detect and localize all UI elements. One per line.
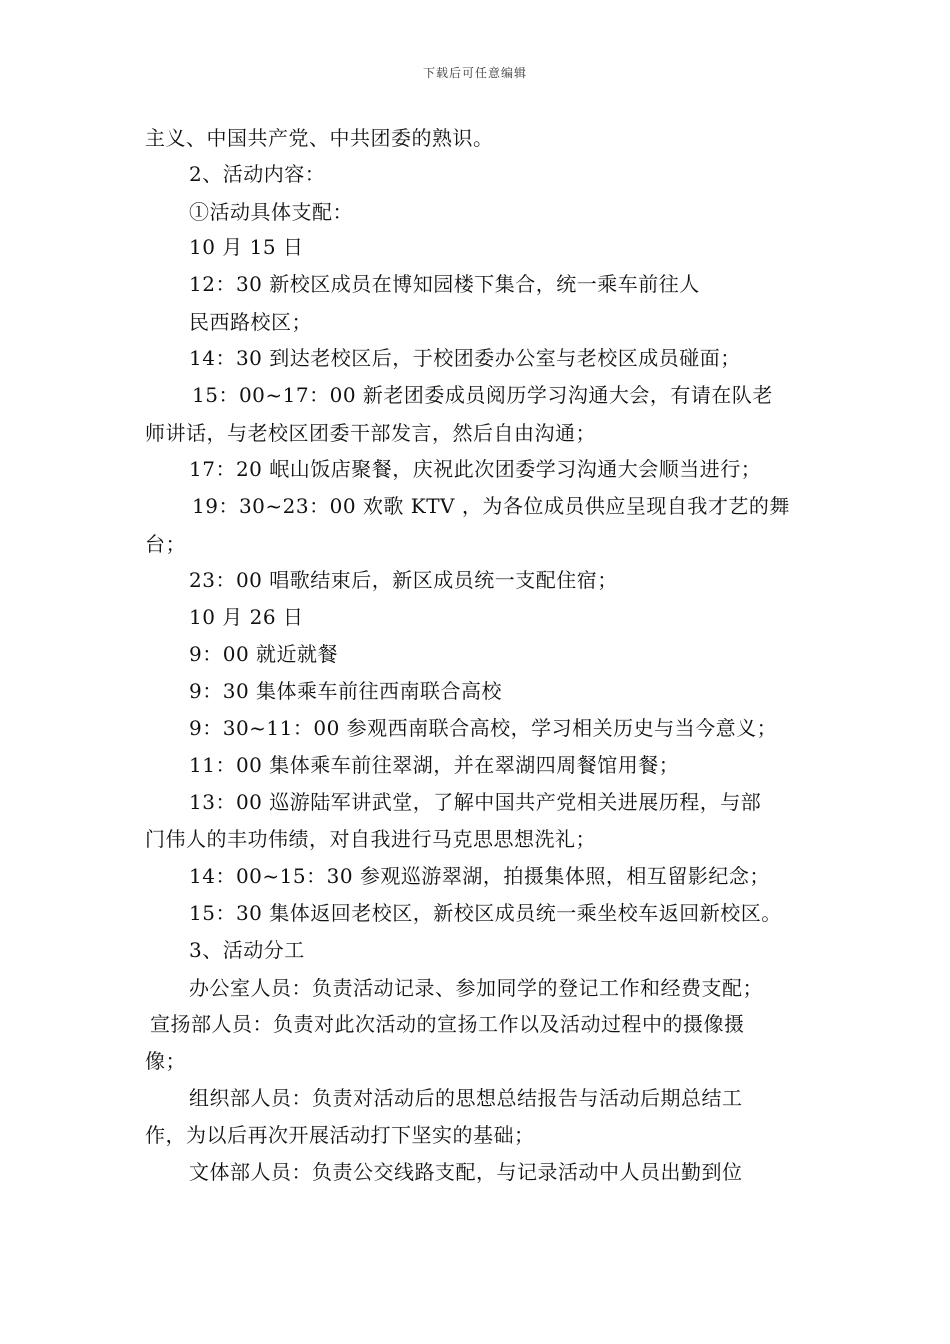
text-line: 13：00 巡游陆军讲武堂，了解中国共产党相关进展历程，与部: [189, 790, 762, 814]
text-line: 像；: [145, 1049, 186, 1073]
text-line: 15：30 集体返回老校区，新校区成员统一乘坐校车返回新校区。: [189, 901, 782, 925]
text-line: 门伟人的丰功伟绩，对自我进行马克思思想洗礼；: [145, 827, 596, 851]
text-line: 9：30 集体乘车前往西南联合高校: [189, 679, 503, 703]
text-line: 19：30~23：00 欢歌 KTV ，为各位成员供应呈现自我才艺的舞: [192, 494, 790, 518]
text-line: 2、活动内容：: [189, 162, 326, 186]
text-line: 民西路校区；: [189, 310, 312, 334]
page-header: 下载后可任意编辑: [422, 66, 527, 80]
text-line: 3、活动分工: [189, 938, 305, 962]
text-line: ①活动具体支配：: [189, 200, 353, 224]
text-line: 14：00~15：30 参观巡游翠湖，拍摄集体照，相互留影纪念；: [189, 864, 770, 888]
text-line: 11：00 集体乘车前往翠湖，并在翠湖四周餐馆用餐；: [189, 753, 680, 777]
text-line: 组织部人员：负责对活动后的思想总结报告与活动后期总结工: [189, 1086, 743, 1110]
text-line: 17：20 岷山饭店聚餐，庆祝此次团委学习沟通大会顺当进行；: [189, 457, 762, 481]
text-line: 10 月 15 日: [189, 235, 304, 259]
text-line: 宣扬部人员：负责对此次活动的宣扬工作以及活动过程中的摄像摄: [150, 1012, 745, 1036]
text-line: 9：00 就近就餐: [189, 642, 339, 666]
text-line: 台；: [145, 532, 186, 556]
text-line: 师讲话，与老校区团委干部发言，然后自由沟通；: [145, 421, 596, 445]
text-line: 12：30 新校区成员在博知园楼下集合，统一乘车前往人: [189, 272, 700, 296]
text-line: 9：30~11：00 参观西南联合高校，学习相关历史与当今意义；: [189, 716, 778, 740]
text-line: 作，为以后再次开展活动打下坚实的基础；: [145, 1123, 535, 1147]
text-line: 14：30 到达老校区后，于校团委办公室与老校区成员碰面；: [189, 346, 741, 370]
text-line: 10 月 26 日: [189, 605, 304, 629]
text-line: 主义、中国共产党、中共团委的熟识。: [145, 126, 494, 150]
text-line: 23：00 唱歌结束后，新区成员统一支配住宿；: [189, 568, 618, 592]
text-line: 办公室人员：负责活动记录、参加同学的登记工作和经费支配；: [189, 976, 763, 1000]
text-line: 15：00~17：00 新老团委成员阅历学习沟通大会，有请在队老: [192, 383, 773, 407]
text-line: 文体部人员：负责公交线路支配，与记录活动中人员出勤到位: [189, 1160, 743, 1184]
